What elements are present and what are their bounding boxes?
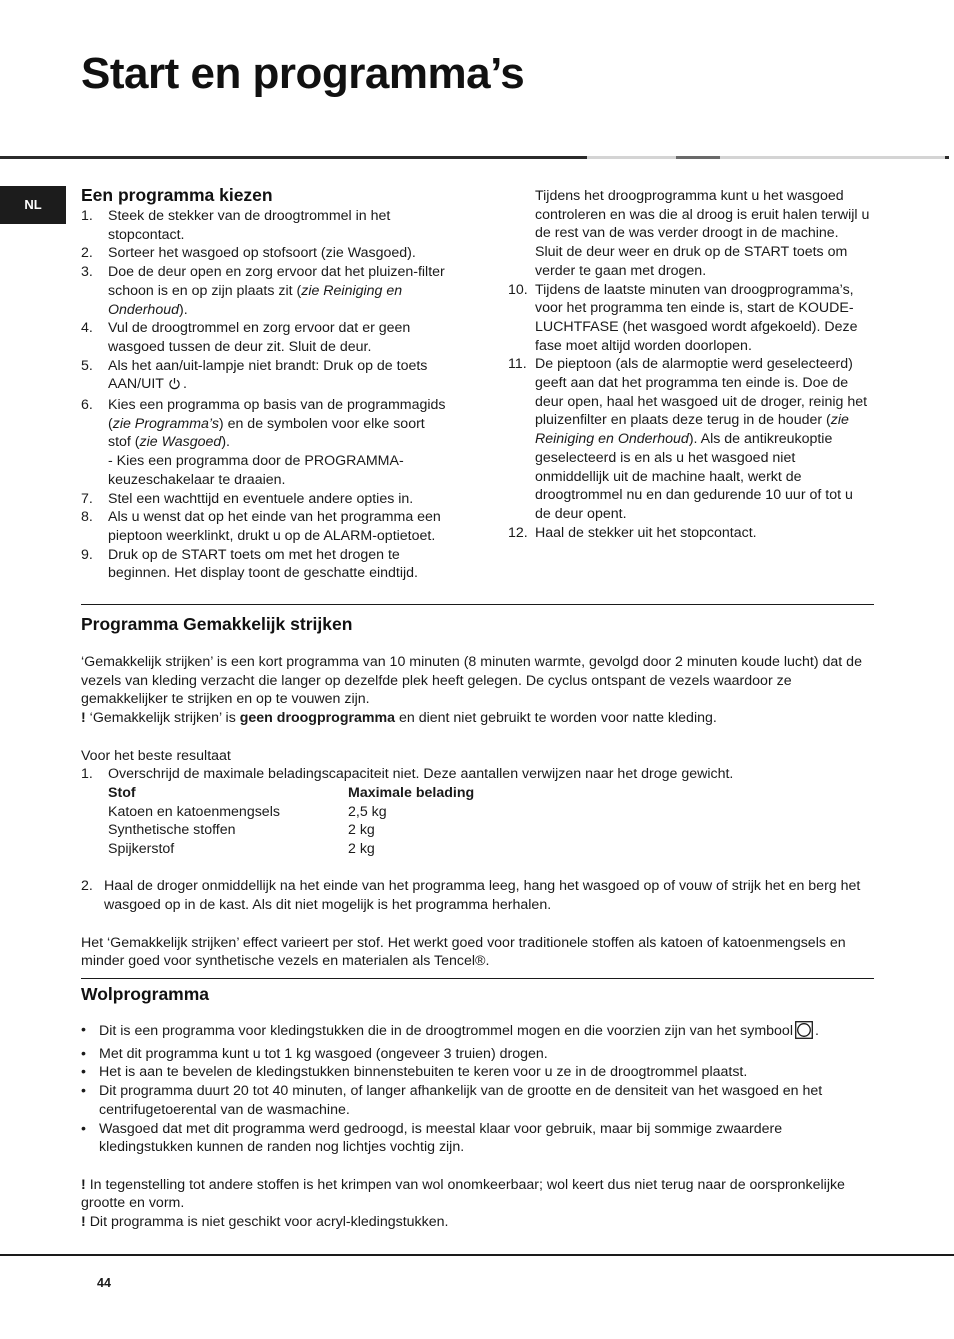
step-item: 2. Sorteer het wasgoed op stofsoort (zie Wasgoed). xyxy=(81,245,416,262)
footer-rule xyxy=(0,1254,954,1256)
step-item: 1. Steek de stekker van de droogtrommel in het stopcontact. xyxy=(81,208,391,243)
easy-iron-warning: ! ‘Gemakkelijk strijken’ is geen droogprogramma en dient niet gebruikt te worden voor natte kleding. xyxy=(81,710,717,727)
best-result-point-2: 2. Haal de droger onmiddellijk na het einde van het programma leeg, hang het wasgoed op of vouw of strijk het en berg het wasgoed op in de kast. Als dit niet mogelijk is het programma herhalen. xyxy=(81,878,861,914)
easy-iron-closing: Het ‘Gemakkelijk strijken’ effect varieert per stof. Het werkt goed voor traditionele stoffen als katoen of katoenmengsels en minder goed voor synthetische vezels en materialen als Tencel®. xyxy=(81,934,846,970)
step-9-continued: Tijdens het droogprogramma kunt u het wasgoed controleren en was die al droog is eruit halen terwijl u de rest van de was verder droogt in de machine. Sluit de deur weer en druk op de START toets om verder te gaan met drogen. xyxy=(535,188,870,279)
steps-list-right xyxy=(508,281,870,543)
step-item: 4. Vul de droogtrommel en zorg ervoor dat er geen wasgoed tussen de deur zit. Sluit de deur. xyxy=(81,320,411,355)
load-table xyxy=(81,784,874,859)
warning-mark: ! xyxy=(81,710,86,727)
table-row: Spijkerstof 2 kg xyxy=(108,841,375,858)
list-item: • Het is aan te bevelen de kledingstukken binnenstebuiten te keren voor u ze in de droogtrommel plaatst. xyxy=(81,1063,874,1082)
step-item: 7. Stel een wachttijd en eventuele andere opties in. xyxy=(81,490,414,507)
best-result-label: Voor het beste resultaat xyxy=(81,747,231,764)
cross-reference: zie Reiniging en Onderhoud xyxy=(108,282,403,318)
easy-iron-intro: ‘Gemakkelijk strijken’ is een kort programma van 10 minuten (8 minuten warmte, gevolgd door 2 minuten koude lucht) dat de vezels van kleding verzacht die langer op dezelfde plek heeft gelegen. De cyclus ontspant de vezels waardoor ze gemakkelijker te strijken en op te vouwen zijn. xyxy=(81,654,862,708)
wool-warning: ! Dit programma is niet geschikt voor acryl-kledingstukken. xyxy=(81,1214,449,1231)
section-heading-wool: Wolprogramma xyxy=(81,984,210,1004)
page-title: Start en programma’s xyxy=(81,49,525,98)
table-header-row xyxy=(108,784,874,803)
warning-mark: ! xyxy=(81,1176,86,1193)
language-tab: NL xyxy=(0,186,66,224)
header-rule-light xyxy=(587,156,676,159)
cross-reference: zie Wasgoed xyxy=(139,434,222,451)
step-item: 10. Tijdens de laatste minuten van droogprogramma’s, voor het programma ten einde is, start de KOUDE-LUCHTFASE (het wasgoed wordt afgekoeld). Deze fase moet altijd worden doorlopen. xyxy=(508,281,858,354)
list-item: • Dit programma duurt 20 tot 40 minuten, of langer afhankelijk van de grootte en de densiteit van het wasgoed en het centrifugetoerental van de wasmachine. xyxy=(81,1082,874,1119)
table-row: Synthetische stoffen 2 kg xyxy=(108,822,375,839)
wool-bullets xyxy=(81,1021,874,1157)
header-rule-light-2 xyxy=(720,156,945,159)
step-item: 3. Doe de deur open en zorg ervoor dat het pluizen-filter schoon is en op zijn plaats zit (zie Reiniging en Onderhoud). xyxy=(81,264,445,318)
steps-list-left xyxy=(81,207,451,583)
section-heading-choose-program: Een programma kiezen xyxy=(81,185,273,205)
page-number: 44 xyxy=(97,1276,111,1290)
power-icon xyxy=(168,377,181,396)
table-row: Katoen en katoenmengsels 2,5 kg xyxy=(108,803,387,820)
section-choose-program-right xyxy=(508,187,870,542)
section-choose-program-left xyxy=(81,184,451,583)
list-item: • Met dit programma kunt u tot 1 kg wasgoed (ongeveer 3 truien) drogen. xyxy=(81,1045,874,1064)
step-item: 11. De pieptoon (als de alarmoptie werd geselecteerd) geeft aan dat het programma ten einde is. Doe de deur open, haal het wasgoed uit de droger, reinig het pluizenfilter en plaats deze terug in de houder (zie Reiniging en Onderhoud). Als de antikreukoptie geselecteerd is en als u het wasgoed niet onmiddellijk uit de machine haalt, werkt de droogtrommel nu en dan gedurende 10 uur of tot u de deur opent. xyxy=(508,356,868,522)
list-item: • Wasgoed dat met dit programma werd gedroogd, is meestal klaar voor gebruik, maar bij sommige zwaardere kledingstukken kunnen de randen nog lichtjes vochtig zijn. xyxy=(81,1120,874,1157)
warning-mark: ! xyxy=(81,1214,86,1231)
table-header-max-load: Maximale belading xyxy=(348,784,475,801)
step-item: 8. Als u wenst dat op het einde van het programma een pieptoon weerklinkt, drukt u op de ALARM-optietoet. xyxy=(81,509,441,544)
step-item: 6. Kies een programma op basis van de programmagids (zie Programma’s) en de symbolen voor elke soort stof (zie Wasgoed). - Kies een programma door de PROGRAMMA-keuzeschakelaar te draaien. xyxy=(81,397,446,488)
best-result-point-1: 1. Overschrijd de maximale beladingscapaciteit niet. Deze aantallen verwijzen naar het droge gewicht. xyxy=(81,766,734,783)
step-item: 5. Als het aan/uit-lampje niet brandt: Druk op de toets AAN/UIT . xyxy=(81,357,451,396)
section-divider xyxy=(81,978,874,979)
step-item: 9. Druk op de START toets om met het drogen te beginnen. Het display toont de geschatte eindtijd. xyxy=(81,546,418,582)
section-divider xyxy=(81,604,874,605)
header-rule-mid xyxy=(676,156,720,159)
step-item: 12. Haal de stekker uit het stopcontact. xyxy=(508,524,757,541)
section-easy-iron xyxy=(81,613,874,971)
table-header-fabric: Stof xyxy=(108,784,136,801)
header-rule-end xyxy=(945,156,949,159)
section-heading-easy-iron: Programma Gemakkelijk strijken xyxy=(81,614,353,634)
wool-warning: ! In tegenstelling tot andere stoffen is het krimpen van wol onomkeerbaar; wol keert dus niet terug naar de oorspronkelijke grootte en vorm. xyxy=(81,1176,845,1212)
list-item: • Dit is een programma voor kledingstukken die in de droogtrommel mogen en die voorzien zijn van het symbool . xyxy=(81,1021,874,1045)
cross-reference: zie Reiniging en Onderhoud xyxy=(535,412,849,448)
header-rule-dark xyxy=(0,156,587,159)
wool-care-symbol-icon xyxy=(795,1021,813,1045)
section-wool-program xyxy=(81,983,874,1232)
cross-reference: zie Programma’s xyxy=(112,415,219,432)
